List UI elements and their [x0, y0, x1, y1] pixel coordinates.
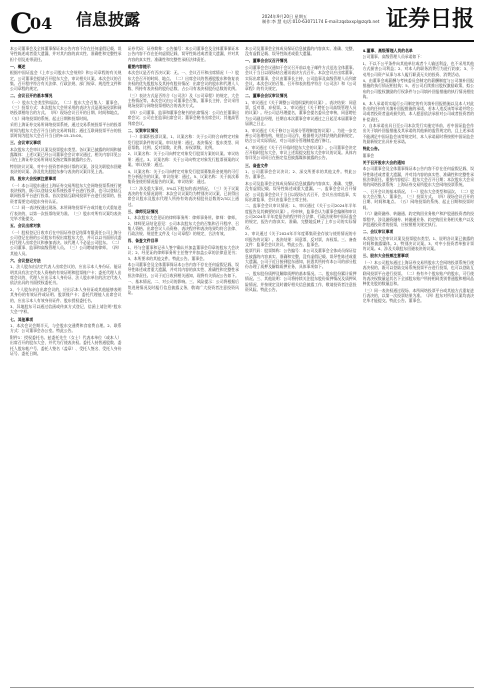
- text-column-4: [363, 46, 475, 684]
- section-heading: 五、会议出席对象: [10, 222, 41, 228]
- paragraph: （一）股东大会类型和届次。（二）股东大会召集人：董事会。（三）投票方式：本次股东大会所采用的表决方式是现场投票和网络投票相结合的方式。（四）现场会议召开的日期、时间和地点。（五）网络投票的系统、起止日期和投票时间。: [10, 99, 122, 121]
- section-title: 信息披露: [76, 10, 141, 29]
- article-columns: [10, 46, 474, 684]
- section-heading: 三、律师见证情况: [127, 208, 159, 214]
- section-heading: 一、董事会会议召开情况: [245, 58, 288, 64]
- paragraph: 一、基本情况。二、对公司的影响。三、风险提示：公司将根据后续进展情况及时履行信息披露义务，敬请广大投资者注意投资风险。: [127, 279, 239, 295]
- paragraph: （四）公司董事、监事和董事会秘书的出席情况：公司在任董事出席会议；公司在任监事出席会议；董事会秘书出席会议；其他高管列席会议。: [127, 109, 239, 126]
- paragraph: 根据中国证监会《上市公司股东大会规则》和公司章程的有关规定，公司董事会提请召开股东大会，审议相关议案。本次会议的召集、召开程序符合有关法律、行政法规、部门规章、规范性文件和公司章程的规定。: [10, 70, 122, 92]
- section-heading: 二、议案审议情况: [127, 127, 159, 133]
- text-column-3: [245, 46, 357, 684]
- section-heading: 四、股东大会投票注意事项: [10, 176, 57, 182]
- section-heading: 关于召开股东大会的通知: [362, 159, 405, 165]
- paragraph: （一）非累积投票议案。1、议案名称：关于公司符合向特定对象发行股票条件的议案。审议结果：通过。表决情况：股东类型、同意票数、比例、反对票数、比例、弃权票数、比例。: [127, 134, 239, 150]
- header-rule: [10, 40, 474, 42]
- section-heading: 六、会议登记方法: [10, 257, 41, 263]
- paragraph: 6、本人承诺切实履行公司制定的有关填补回报措施以及本人对此作出的任何有关填补回报措施的承诺，若本人违反该等承诺并给公司或者投资者造成损失的，本人愿意依法承担对公司或者投资者的补偿责任。: [362, 100, 474, 122]
- paragraph: 4、议案名称：关于公司向特定对象发行股票募集资金使用的可行性分析报告的议案。审议结果：通过。5、议案名称：关于前次募集资金使用情况报告的议案。审议结果：通过。: [127, 168, 239, 185]
- paragraph: 3、异地股东可以通过信函或传真方式登记，信函上请注明“股东大会”字样。: [10, 304, 122, 315]
- paragraph: （二）涉及重大事项，5%以下股东的表决情况。（三）关于议案表决的有关情况说明：本次会议议案均为特别决议议案，已获得出席会议股东及股东代理人所持有效表决权股份总数的2/3以上通过。: [127, 185, 239, 207]
- section-heading: 三、会议审议事项: [10, 140, 41, 146]
- paragraph: （一）本公司股东通过上海证券交易所股东大会网络投票系统行使表决权的，既可以登陆交易系统投票平台进行投票，也可以登陆互联网投票平台进行投票。（二）持有多个股东账户的股东，可行使的表决权数量是其名下全部股东账户所持相同类别普通股和相同品种优先股的数量总和。: [362, 259, 474, 287]
- paragraph: 本公司董事会及全体董事保证本公告内容不存在任何虚假记载、误导性陈述或者重大遗漏，并对其内容的真实性、准确性和完整性承担法律责任。公司于近日收到相关通知，现将有关情况公告如下。: [127, 262, 239, 278]
- section-heading: 四、备查文件目录: [127, 238, 159, 244]
- paragraph: 1、经与会董事和记录人签字确认并加盖董事会印章的股东大会决议；2、经见证的律师事务所主任签字并加盖公章的法律意见书；3、本所要求的其他文件。特此公告。董事会。: [127, 244, 239, 261]
- paragraph: 本次会议是否有否决议案：无。一、会议召开和出席情况（一）股东大会召开的时间、地点。（二）出席会议的普通股股东和恢复表决权的优先股股东及其持有股份情况：出席会议的股东和代理人人数、所持有表决权的股份总数、占公司有表决权股份总数的比例。: [127, 70, 239, 92]
- section-heading: 三、备查文件: [245, 162, 269, 168]
- paragraph: 一、股东股份质押及解除质押的基本情况。二、股东股份累计质押情况。三、其他说明：公司将持续关注股东股份质押情况及质押风险情况，并按规定及时做好相关信息披露工作，敬请投资者注意投资风险。特此公告。: [245, 270, 357, 292]
- paragraph: 4、由董事会或薪酬与考核委员会制定的薪酬制度与公司填补回报措施的执行情况相挂钩；5、若公司后续推出股权激励政策，拟公布的公司股权激励的行权条件与公司填补回报措施的执行情况相挂钩。: [362, 78, 474, 100]
- paragraph: （三）同一表决权通过现场、本所网络投票平台或其他方式重复进行表决的，以第一次投票结果为准。（四）股东对所有议案均表决完毕才能提交。特此公告。董事会。: [362, 287, 474, 304]
- paragraph: 4、审议通过《关于召开临时股东大会的议案》。公司董事会决定召开临时股东大会，审议上述需提交股东大会审议的议案。具体内容详见公司同日在指定信息披露媒体披露的公告。: [245, 144, 357, 161]
- paragraph: 1、公司董事会会议决议；2、深交所要求的其他文件。特此公告。董事会。: [245, 169, 357, 180]
- paragraph: 公司董事、高级管理人员承诺如下：: [362, 54, 425, 60]
- section-heading: 特此公告。: [362, 146, 382, 152]
- paragraph: 董事会: [362, 152, 375, 158]
- section-heading: 七、其他事项: [10, 316, 34, 322]
- paragraph: 2、议案名称：关于公司向特定对象发行股票方案的议案。审议结果：通过。3、议案名称：关于公司向特定对象发行股票预案的议案。审议结果：通过。: [127, 151, 239, 168]
- newspaper-logo: 证券日报: [385, 6, 474, 32]
- section-heading: 重要内容提示: [127, 63, 151, 69]
- paragraph: 2、个人股东亲自出席会议的，应出示本人身份证或其他能够表明其身份的有效证件或证明、股票账户卡；委托代理他人出席会议的，应出示本人有效身份证件、股东授权委托书。: [10, 286, 122, 303]
- section-heading: 二、董事会会议审议情况: [245, 93, 288, 99]
- page-letter: C: [10, 7, 33, 40]
- paragraph: 股票代码：股票简称：公告编号：本公司及董事会全体成员保证信息披露的内容真实、准确和完整，没有虚假记载、误导性陈述或重大遗漏。公司于近日接到股东通知，获悉其所持有本公司的部分股份办理了质押及解除质押业务，具体事项如下。: [245, 248, 357, 270]
- header-contact: 制作:李 慧 电话:010-63071174 E-mail:zqsbxxpl@zqrb.net: [262, 19, 380, 25]
- paragraph: 公司董事会会议通知于会议召开前以电子邮件方式送达全体董事。会议于当日以现场结合通讯表决方式召开。本次会议应出席董事，实际出席董事，会议由董事长主持，公司监事及高级管理人员列席会议。本次会议的召集、召开和表决程序符合《公司法》和《公司章程》的有关规定。: [245, 64, 357, 92]
- paragraph: 3、审议通过《关于修订公司部分管理制度的议案》。为进一步完善公司治理结构，规范公司运作，根据相关法律法规的最新规定，结合公司实际情况，对公司部分管理制度进行修订。: [245, 127, 357, 144]
- text-column-1: [10, 46, 122, 684]
- section-heading: 二、会议审议事项: [362, 229, 394, 235]
- paragraph: 本次股东大会审议议案及投票股东类型。1、说明各议案已披露的时间和披露媒体。2、特别决议议案。3、对中小投资者单独计票的议案。4、涉及关联股东回避表决的议案。: [362, 235, 474, 252]
- header-date: 2024年9月20日 星期五: [262, 14, 308, 19]
- footer-rule: [10, 687, 474, 688]
- paragraph: 本公司董事会及全体董事保证本公告内容不存在任何虚假记载、误导性陈述或者重大遗漏，并对其内容的真实性、准确性和完整性承担个别及连带责任。: [10, 46, 122, 62]
- paragraph: 本公司及监事会全体成员保证信息披露的内容真实、准确、完整，没有虚假记载、误导性陈述或重大遗漏。一、监事会会议召开情况：公司监事会会议于当日以现场方式召开，会议应出席监事，实际出席监事，会议由监事会主席主持。: [245, 181, 357, 202]
- paragraph: 本次股东大会审议议案及投票股东类型。各议案已披露的时间和披露媒体：上述议案已经公司董事会会议审议通过，相关内容详见公司在上海证券交易所网站及指定媒体披露的公告。: [10, 146, 122, 163]
- paragraph: 7、自本承诺出具日至公司本次发行实施完毕前，若中国证监会作出关于填补回报措施及其承诺的其他新的监管规定的，且上述承诺不能满足中国证监会该等规定时，本人承诺届时将按照中国证监会的最新规定出具补充承诺。: [362, 123, 474, 145]
- paragraph: 1、审议通过《关于调整公司组织架构的议案》。表决结果：同意票，反对票，弃权票。2、审议通过《关于聘任公司高级管理人员的议案》。经公司总经理提名，董事会提名委员会审核，同意聘任为公司副总经理，任期自本次董事会审议通过之日起至本届董事会届满之日止。: [245, 99, 357, 127]
- page-number: 04: [30, 14, 53, 33]
- section-heading: 4.董事、高级管理人员的名单: [362, 47, 413, 53]
- paragraph: （一）本公司股东通过上海证券交易所股东大会网络投票系统行使表决权的，既可以登陆交易系统投票平台进行投票，也可以登陆互联网投票平台进行投票。首次登陆互联网投票平台进行投票的，投资者需要完成股东身份认证。: [10, 182, 122, 204]
- paragraph: 1、不以不公平条件向其他单位或者个人输送利益，也不采用其他方式损害公司利益；2、对本人的职务消费行为进行约束；3、不动用公司资产从事与本人履行职责无关的投资、消费活动。: [362, 60, 474, 77]
- paragraph: 1、法人股东由法定代表人出席会议的，应出示本人身份证、能证明其具有法定代表人资格的有效证明和股票账户卡；委托代理人出席会议的，代理人应出示本人身份证、法人股东单位的法定代表人依法出具的书面授权委托书。: [10, 264, 122, 286]
- header-meta: [262, 14, 402, 25]
- text-column-2: [128, 46, 240, 684]
- paragraph: （一）股权登记日收市后在中国证券登记结算有限责任公司上海分公司登记在册的公司股东有权出席股东大会，并可以以书面形式委托代理人出席会议和参加表决。该代理人不必是公司股东。（二）公司董事、监事和高级管理人员。（三）公司聘请的律师。（四）其他人员。: [10, 229, 122, 256]
- paragraph: 证券代码：证券简称：公告编号：本公司董事会及全体董事保证本公告内容不存在任何虚假记载、误导性陈述或者重大遗漏，并对其内容的真实性、准确性和完整性承担法律责任。: [127, 46, 239, 62]
- paragraph: 2、审议通过《关于2024年半年度募集资金存放与使用情况的专项报告的议案》。表决结果：同意票，反对票，弃权票。三、备查文件：监事会会议决议。特此公告。监事会。: [245, 231, 357, 247]
- paragraph: 1、本次会议会期半天，与会股东交通费和食宿费自理。2、联系方式：公司董事会办公室。特此公告。: [10, 323, 122, 334]
- paragraph: 二、监事会会议审议情况：1、审议通过《关于公司2024年半年度报告及其摘要的议案》。经审核，监事会认为董事会编制和审议公司2024年半年度报告的程序符合法律、行政法规和中国证监会的规定，报告内容真实、准确、完整地反映了上市公司的实际情况。: [245, 203, 357, 230]
- paragraph: 本公司及董事会全体成员保证信息披露的内容真实、准确、完整，没有虚假记载、误导性陈述或重大遗漏。: [245, 46, 357, 57]
- paragraph: （六）融资融券、转融通、约定购回业务账户和沪股通投资者的投票程序。涉及融资融券、转融通业务、约定购回业务相关账户以及沪股通投资者的投票，应按照相关规定执行。: [362, 211, 474, 227]
- paragraph: （三）表决方式是否符合《公司法》及《公司章程》的规定，大会主持情况等。本次会议由公司董事会召集，董事长主持，会议采用现场投票与网络投票相结合的表决方式。: [127, 92, 239, 109]
- paragraph: 特别决议议案、对中小投资者单独计票的议案、涉及关联股东回避表决的议案、涉及优先股股东参与表决的议案详见上表。: [10, 163, 122, 175]
- section-heading: 一、概述: [10, 63, 26, 69]
- paragraph: 采用上海证券交易所网络投票系统，通过交易系统投票平台的投票时间为股东大会召开当日的交易时间段；通过互联网投票平台的投票时间为股东大会召开当日的9:15-15:00。: [10, 122, 122, 138]
- paragraph: 1、本次股东大会见证的律师事务所：律师事务所。律师：律师。2、律师见证结论意见：公司本次股东大会的召集和召开程序、召集人资格、出席会议人员资格、表决程序和表决结果均符合法律、行政法规、规范性文件及《公司章程》的规定，合法有效。: [127, 215, 239, 237]
- paragraph: 附件1：授权委托书。兹委托先生（女士）代表本单位（或本人）出席召开的股东大会，并代为行使表决权。委托人持普通股数、委托人股东帐户号、委托人签名（盖章）、受托人签名、受托人身份证号、委托日期。: [10, 334, 122, 356]
- paragraph: 一、召开会议的基本情况。（一）股东大会类型和届次。（二）股东大会召集人：董事会。（三）投票方式。（四）现场会议召开的日期、时间和地点。（五）网络投票的系统、起止日期和投票时间。: [362, 188, 474, 210]
- section-heading: 二、会议召开的基本情况: [10, 93, 53, 99]
- section-heading: 三、股东大会投票注意事项: [362, 253, 409, 259]
- paragraph: 本公司董事会及全体董事保证本公告内容不存在任何虚假记载、误导性陈述或者重大遗漏，并对其内容的真实性、准确性和完整性承担法律责任。重要内容提示：股东大会召开日期；本次股东大会采用的网络投票系统：上海证券交易所股东大会网络投票系统。: [362, 166, 474, 188]
- paragraph: （二）同一表决权通过现场、本所网络投票平台或其他方式重复进行表决的，以第一次投票结果为准。（三）股东对所有议案均表决完毕才能提交。: [10, 205, 122, 221]
